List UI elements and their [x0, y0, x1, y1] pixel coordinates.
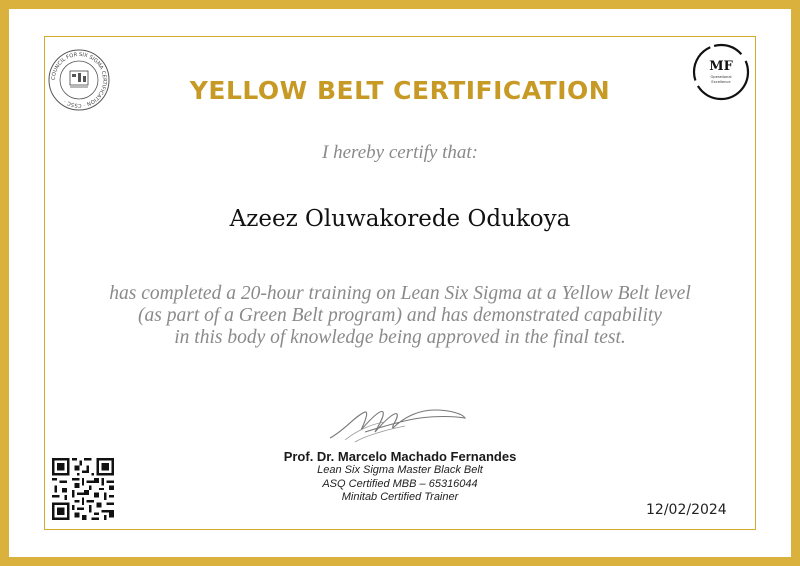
signer-credential: ASQ Certified MBB – 65316044 [322, 477, 478, 490]
signer-credential: Minitab Certified Trainer [341, 491, 459, 503]
mf-caption-2: Excellence [711, 80, 731, 84]
issue-date: 12/02/2024 [646, 502, 727, 518]
mf-caption-1: Operational [710, 75, 732, 79]
signer-block [200, 449, 600, 505]
statement-line: in this body of knowledge being approved in the final test. [174, 327, 626, 348]
handwritten-signature [325, 402, 470, 444]
signer-credential: Lean Six Sigma Master Black Belt [317, 464, 483, 476]
seal-ring-text: COUNCIL FOR SIX SIGMA CERTIFICATION · CSSC · [50, 51, 108, 109]
statement-line: (as part of a Green Belt program) and has demonstrated capability [138, 305, 662, 326]
certificate-title: YELLOW BELT CERTIFICATION [189, 76, 611, 105]
achievement-statement [0, 283, 800, 349]
verification-qr-code [52, 458, 114, 520]
certify-intro: I hereby certify that: [322, 142, 478, 163]
signer-name: Prof. Dr. Marcelo Machado Fernandes [283, 449, 517, 464]
statement-line: has completed a 20-hour training on Lean Six Sigma at a Yellow Belt level [109, 283, 691, 304]
recipient-name: Azeez Oluwakorede Odukoya [229, 206, 571, 232]
mf-initials: MF [709, 59, 733, 74]
